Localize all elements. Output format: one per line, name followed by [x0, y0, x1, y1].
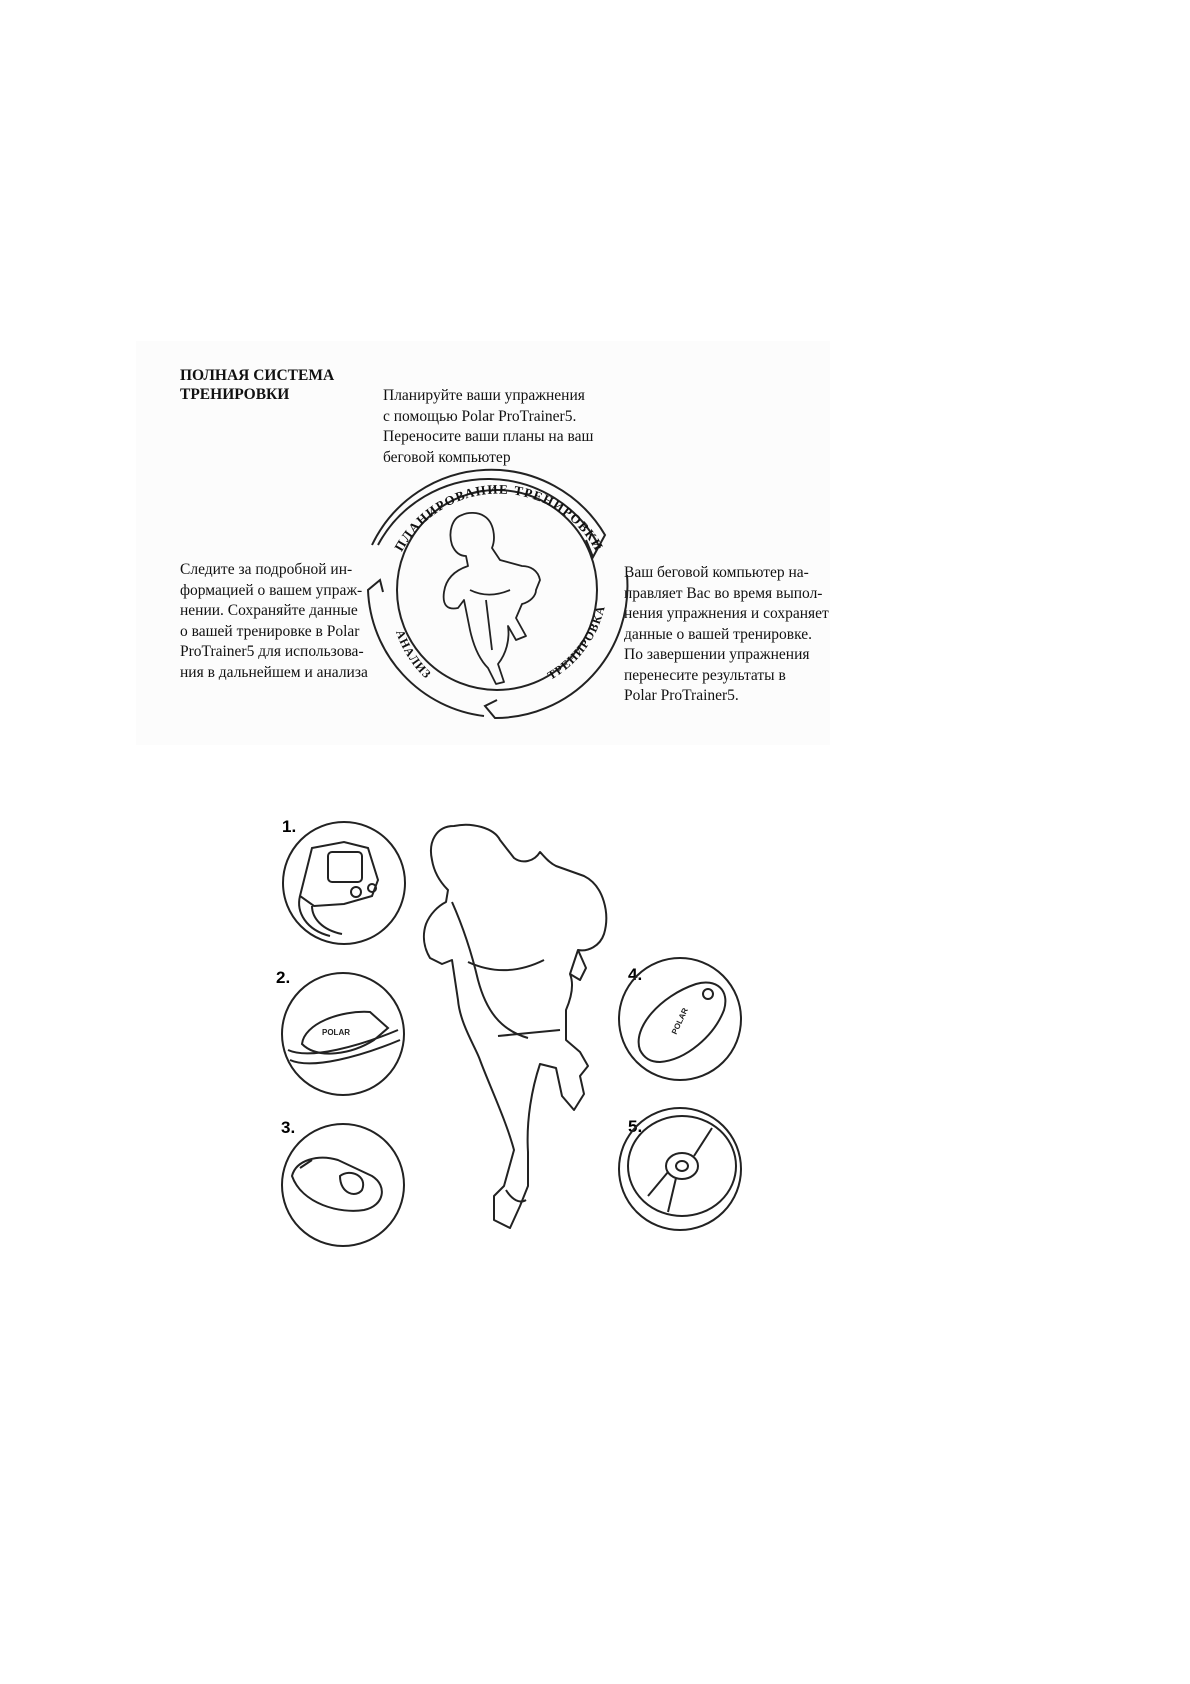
step-label-5: 5.	[628, 1117, 643, 1136]
analysis-label: АНАЛИЗ	[393, 627, 435, 682]
analysis-arrow	[368, 580, 484, 716]
svg-text:POLAR: POLAR	[669, 1006, 690, 1036]
chest-transmitter-icon	[282, 973, 404, 1095]
step-label-4: 4.	[628, 965, 643, 984]
wrist-computer-icon	[283, 822, 405, 944]
step-label-1: 1.	[282, 817, 297, 836]
runner-small-icon	[444, 513, 540, 684]
sensor-pod-icon	[619, 958, 741, 1080]
step-label-2: 2.	[276, 968, 291, 987]
runner-figure	[424, 825, 606, 1228]
training-label: ТРЕНИРОВКА	[544, 603, 608, 683]
training-description: Ваш беговой компьютер на- правляет Вас во время выпол- нения упражнения и сохраняет данные о вашей тренировке. По завершении упражнения перенесите результаты в Polar ProTrainer5.	[624, 564, 829, 704]
software-cd-icon	[619, 1108, 741, 1230]
svg-text:POLAR: POLAR	[322, 1028, 350, 1037]
step-label-3: 3.	[281, 1118, 296, 1137]
planning-description: Планируйте ваши упражнения с помощью Polar ProTrainer5. Переносите ваши планы на ваш беговой компьютер	[383, 387, 594, 466]
foot-pod-icon	[282, 1124, 404, 1246]
planning-label: ПЛАНИРОВАНИЕ ТРЕНИРОВКИ	[391, 481, 607, 554]
page-title: ПОЛНАЯ СИСТЕМА ТРЕНИРОВКИ	[180, 367, 335, 403]
analysis-description: Следите за подробной ин- формацией о вашем упраж- нении. Сохраняйте данные о вашей тренировке в Polar ProTrainer5 для использова- ния в дальнейшем и анализа	[180, 561, 368, 681]
